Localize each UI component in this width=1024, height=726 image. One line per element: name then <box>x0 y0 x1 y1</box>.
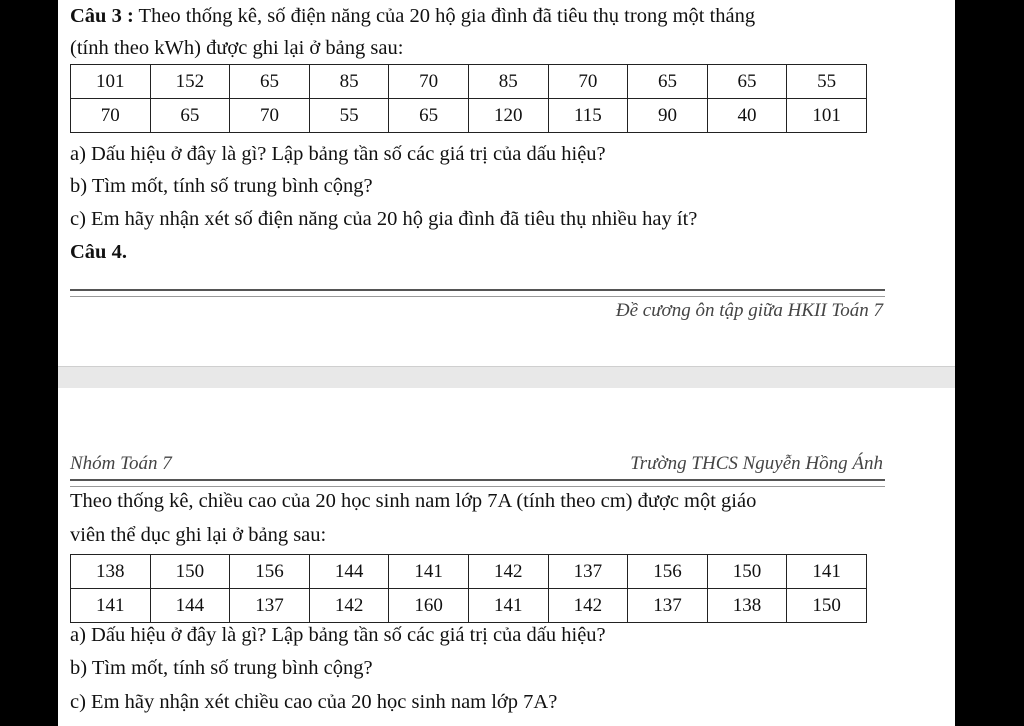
question-3-label: Câu 3 : <box>70 5 134 27</box>
table-cell: 65 <box>150 99 230 133</box>
table-cell: 85 <box>468 65 548 99</box>
height-table <box>70 554 867 623</box>
question-3-part-b: b) Tìm mốt, tính số trung bình cộng? <box>70 175 373 197</box>
table-cell: 101 <box>787 99 867 133</box>
table-cell: 142 <box>309 589 389 623</box>
table-cell: 141 <box>389 555 469 589</box>
table-cell: 156 <box>628 555 708 589</box>
table-cell: 142 <box>468 555 548 589</box>
table-cell: 141 <box>468 589 548 623</box>
table-row <box>71 99 867 133</box>
table-row <box>71 65 867 99</box>
table-cell: 70 <box>548 65 628 99</box>
table-cell: 85 <box>309 65 389 99</box>
problem-part-b: b) Tìm mốt, tính số trung bình cộng? <box>70 657 373 679</box>
table-cell: 144 <box>150 589 230 623</box>
problem-line-1: Theo thống kê, chiều cao của 20 học sinh nam lớp 7A (tính theo cm) được một giáo <box>70 490 757 512</box>
question-3-part-c: c) Em hãy nhận xét số điện năng của 20 hộ gia đình đã tiêu thụ nhiều hay ít? <box>70 208 698 230</box>
page-break <box>58 366 955 389</box>
table-cell: 138 <box>71 555 151 589</box>
document-page-1 <box>58 0 955 366</box>
table-cell: 40 <box>707 99 787 133</box>
footer-divider <box>70 289 885 297</box>
table-cell: 141 <box>71 589 151 623</box>
header-school: Trường THCS Nguyễn Hồng Ánh <box>630 453 883 474</box>
table-cell: 141 <box>787 555 867 589</box>
table-cell: 144 <box>309 555 389 589</box>
table-cell: 142 <box>548 589 628 623</box>
table-cell: 101 <box>71 65 151 99</box>
document-page-2 <box>58 388 955 726</box>
table-cell: 152 <box>150 65 230 99</box>
table-cell: 156 <box>230 555 310 589</box>
table-cell: 70 <box>389 65 469 99</box>
table-cell: 90 <box>628 99 708 133</box>
question-3-text: Theo thống kê, số điện năng của 20 hộ gia đình đã tiêu thụ trong một tháng <box>133 5 756 27</box>
table-row <box>71 589 867 623</box>
table-cell: 65 <box>389 99 469 133</box>
question-4-label: Câu 4. <box>70 241 127 263</box>
problem-part-c: c) Em hãy nhận xét chiều cao của 20 học sinh nam lớp 7A? <box>70 691 558 713</box>
table-cell: 160 <box>389 589 469 623</box>
table-cell: 137 <box>230 589 310 623</box>
problem-line-2: viên thể dục ghi lại ở bảng sau: <box>70 524 327 546</box>
table-cell: 70 <box>230 99 310 133</box>
table-cell: 150 <box>787 589 867 623</box>
question-3-line-2: (tính theo kWh) được ghi lại ở bảng sau: <box>70 37 404 59</box>
table-cell: 70 <box>71 99 151 133</box>
table-cell: 65 <box>707 65 787 99</box>
electricity-table <box>70 64 867 133</box>
table-cell: 137 <box>548 555 628 589</box>
header-divider <box>70 479 885 487</box>
footer-title: Đề cương ôn tập giữa HKII Toán 7 <box>615 300 883 321</box>
table-cell: 55 <box>309 99 389 133</box>
table-cell: 115 <box>548 99 628 133</box>
problem-part-a: a) Dấu hiệu ở đây là gì? Lập bảng tần số các giá trị của dấu hiệu? <box>70 624 606 646</box>
table-cell: 150 <box>707 555 787 589</box>
table-row <box>71 555 867 589</box>
table-cell: 120 <box>468 99 548 133</box>
table-cell: 150 <box>150 555 230 589</box>
header-group: Nhóm Toán 7 <box>70 453 172 474</box>
table-cell: 55 <box>787 65 867 99</box>
question-3-line-1 <box>70 2 755 30</box>
table-cell: 138 <box>707 589 787 623</box>
table-cell: 65 <box>230 65 310 99</box>
question-3-part-a: a) Dấu hiệu ở đây là gì? Lập bảng tần số các giá trị của dấu hiệu? <box>70 143 606 165</box>
table-cell: 137 <box>628 589 708 623</box>
table-cell: 65 <box>628 65 708 99</box>
